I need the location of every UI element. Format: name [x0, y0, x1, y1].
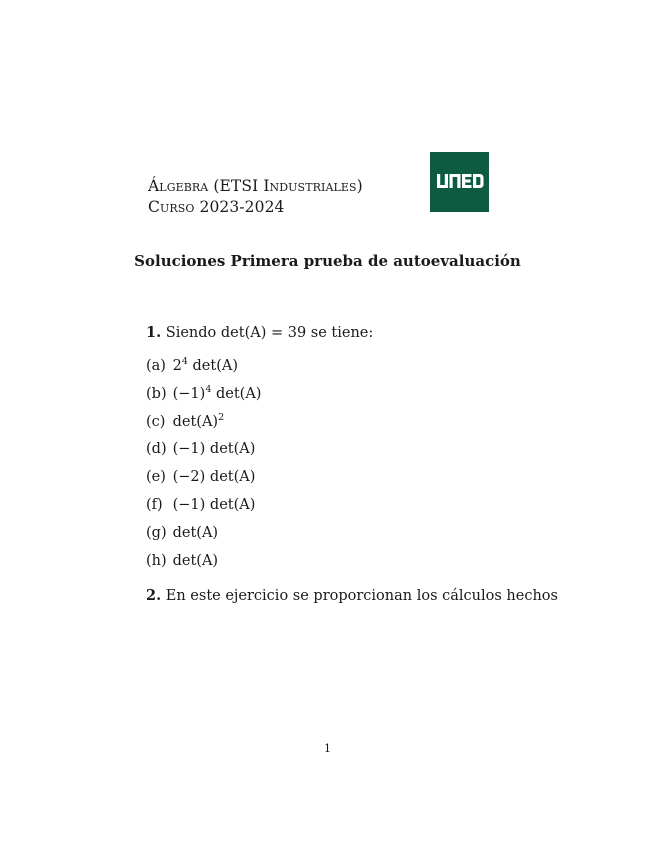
option-exponent: 2	[218, 411, 225, 423]
option-letter: (b)	[146, 385, 167, 402]
course-title: Álgebra (ETSI Industriales)	[148, 177, 363, 195]
option-exponent: 4	[205, 383, 212, 395]
question-text: En este ejercicio se proporcionan los cálculos hechos	[165, 588, 558, 604]
document-title: Soluciones Primera prueba de autoevaluación	[134, 252, 521, 270]
option-base: (−1) det(A)	[172, 441, 256, 458]
option-f	[146, 495, 261, 523]
question-text: Siendo det(A) = 39 se tiene:	[165, 325, 374, 341]
option-rest: det(A)	[187, 358, 238, 374]
question-number: 2	[146, 587, 157, 604]
option-base: 2	[172, 358, 182, 374]
option-d	[146, 439, 261, 467]
uned-logo	[430, 152, 489, 212]
option-base: (−1)	[172, 385, 206, 402]
option-letter: (g)	[146, 524, 167, 541]
option-exponent: 4	[181, 356, 188, 367]
option-base: (−1) det(A)	[172, 496, 256, 513]
page-number: 1	[324, 742, 331, 755]
uned-logo-icon	[435, 172, 485, 192]
option-g	[146, 523, 261, 551]
option-base: det(A)	[172, 524, 219, 541]
course-year: Curso 2023-2024	[148, 198, 285, 216]
option-letter: (c)	[146, 413, 166, 430]
option-letter: (a)	[146, 358, 166, 374]
question-2: 2. En este ejercicio se proporcionan los cálculos hechos	[146, 587, 558, 604]
option-base: det(A)	[172, 552, 219, 569]
answer-options	[146, 356, 261, 578]
option-base: det(A)	[172, 413, 219, 430]
option-letter: (e)	[146, 469, 166, 486]
question-number: 1	[146, 324, 157, 341]
option-letter: (h)	[146, 552, 167, 569]
option-letter: (f)	[146, 496, 163, 513]
option-a	[146, 356, 261, 384]
course-header	[148, 176, 363, 218]
option-h	[146, 551, 261, 579]
option-c	[146, 412, 261, 440]
option-b	[146, 384, 261, 412]
question-1: 1. Siendo det(A) = 39 se tiene:	[146, 324, 374, 341]
option-letter: (d)	[146, 441, 167, 458]
option-e	[146, 467, 261, 495]
option-base: (−2) det(A)	[172, 469, 256, 486]
option-rest: det(A)	[211, 385, 262, 402]
